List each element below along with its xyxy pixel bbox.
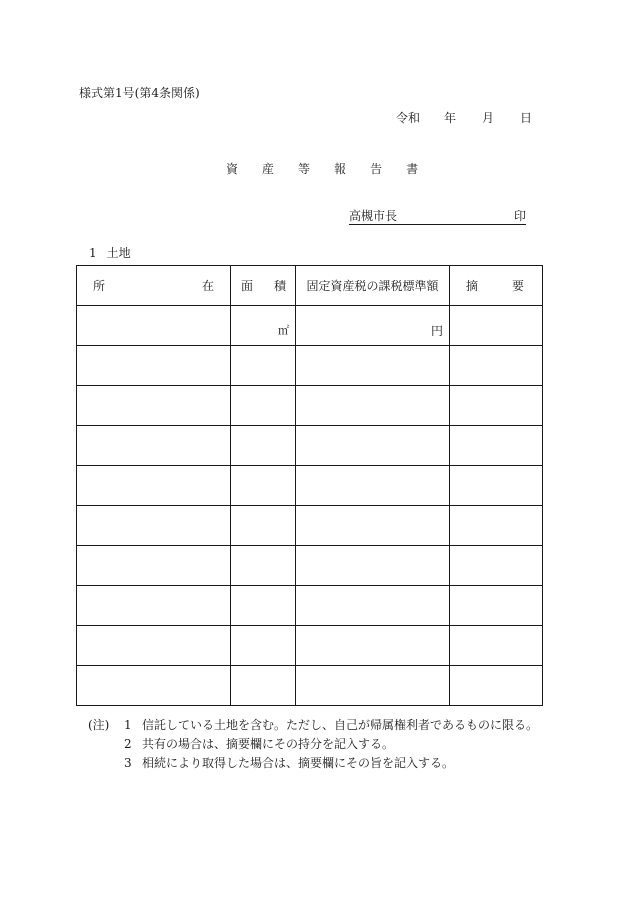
cell-remarks[interactable] <box>450 346 543 386</box>
note-number: 1 <box>124 718 132 732</box>
table-row <box>77 386 543 426</box>
header-remarks-char: 要 <box>511 279 524 293</box>
note-number: 3 <box>124 756 132 770</box>
form-number: 様式第1号(第4条関係) <box>79 86 200 100</box>
note-text: 相続により取得した場合は、摘要欄にその旨を記入する。 <box>142 756 455 770</box>
notes-label: (注) <box>88 718 110 732</box>
cell-area[interactable] <box>231 426 296 466</box>
cell-location[interactable] <box>77 546 231 586</box>
header-area-char: 面 <box>241 279 254 293</box>
table-row <box>77 546 543 586</box>
cell-area[interactable] <box>231 346 296 386</box>
title-char: 報 <box>334 162 347 176</box>
date-day: 日 <box>520 111 533 125</box>
cell-remarks[interactable] <box>450 626 543 666</box>
header-tax-value-label: 固定資産税の課税標準額 <box>306 279 439 293</box>
unit-yen: 円 <box>430 324 443 338</box>
recipient-mayor: 高槻市長 <box>349 209 398 223</box>
title-char: 等 <box>298 162 311 176</box>
title-char: 資 <box>226 162 239 176</box>
date-era: 令和 <box>396 111 421 125</box>
cell-tax-value[interactable] <box>296 666 450 706</box>
cell-tax-value[interactable] <box>296 306 450 346</box>
table-row <box>77 666 543 706</box>
unit-square-meter: ㎡ <box>278 324 289 337</box>
date-year: 年 <box>444 111 457 125</box>
table-row <box>77 506 543 546</box>
cell-tax-value[interactable] <box>296 546 450 586</box>
cell-area[interactable] <box>231 306 296 346</box>
cell-tax-value[interactable] <box>296 626 450 666</box>
cell-remarks[interactable] <box>450 466 543 506</box>
header-area <box>231 266 296 306</box>
note-number: 2 <box>124 737 132 751</box>
table-row <box>77 466 543 506</box>
cell-area[interactable] <box>231 586 296 626</box>
cell-location[interactable] <box>77 586 231 626</box>
table-row <box>77 346 543 386</box>
header-tax-value <box>296 266 450 306</box>
section-number: 1 <box>89 246 97 260</box>
date-month: 月 <box>482 111 495 125</box>
document-title <box>226 160 418 177</box>
title-char: 産 <box>262 162 275 176</box>
cell-tax-value[interactable] <box>296 506 450 546</box>
title-char: 告 <box>370 162 383 176</box>
note-item <box>88 716 538 735</box>
cell-area[interactable] <box>231 546 296 586</box>
section-heading <box>89 244 131 261</box>
cell-location[interactable] <box>77 666 231 706</box>
cell-remarks[interactable] <box>450 426 543 466</box>
cell-location[interactable] <box>77 466 231 506</box>
cell-location[interactable] <box>77 506 231 546</box>
notes <box>88 716 538 773</box>
header-remarks <box>450 266 543 306</box>
note-text: 共有の場合は、摘要欄にその持分を記入する。 <box>142 737 395 751</box>
cell-remarks[interactable] <box>450 506 543 546</box>
cell-remarks[interactable] <box>450 666 543 706</box>
table-row <box>77 426 543 466</box>
cell-location[interactable] <box>77 626 231 666</box>
cell-area[interactable] <box>231 466 296 506</box>
cell-tax-value[interactable] <box>296 586 450 626</box>
header-area-char: 積 <box>273 279 286 293</box>
cell-area[interactable] <box>231 626 296 666</box>
cell-location[interactable] <box>77 346 231 386</box>
header-location <box>77 266 231 306</box>
cell-area[interactable] <box>231 386 296 426</box>
recipient-line <box>349 209 526 225</box>
cell-tax-value[interactable] <box>296 386 450 426</box>
cell-remarks[interactable] <box>450 306 543 346</box>
cell-tax-value[interactable] <box>296 346 450 386</box>
cell-remarks[interactable] <box>450 546 543 586</box>
seal-mark: 印 <box>513 209 526 223</box>
table-row <box>77 586 543 626</box>
header-remarks-char: 摘 <box>466 279 479 293</box>
note-text: 信託している土地を含む。ただし、自己が帰属権利者であるものに限る。 <box>142 718 539 732</box>
title-char: 書 <box>406 162 419 176</box>
cell-area[interactable] <box>231 666 296 706</box>
cell-remarks[interactable] <box>450 386 543 426</box>
cell-tax-value[interactable] <box>296 426 450 466</box>
cell-location[interactable] <box>77 386 231 426</box>
land-table <box>76 265 543 706</box>
cell-remarks[interactable] <box>450 586 543 626</box>
table-row <box>77 306 543 346</box>
note-item <box>88 754 538 773</box>
section-label: 土地 <box>106 246 131 260</box>
header-location-char: 所 <box>93 279 106 293</box>
header-location-char: 在 <box>201 279 214 293</box>
cell-location[interactable] <box>77 426 231 466</box>
cell-tax-value[interactable] <box>296 466 450 506</box>
table-header-row <box>77 266 543 306</box>
cell-area[interactable] <box>231 506 296 546</box>
note-item <box>88 735 538 754</box>
table-row <box>77 626 543 666</box>
date-line <box>396 109 532 126</box>
cell-location[interactable] <box>77 306 231 346</box>
